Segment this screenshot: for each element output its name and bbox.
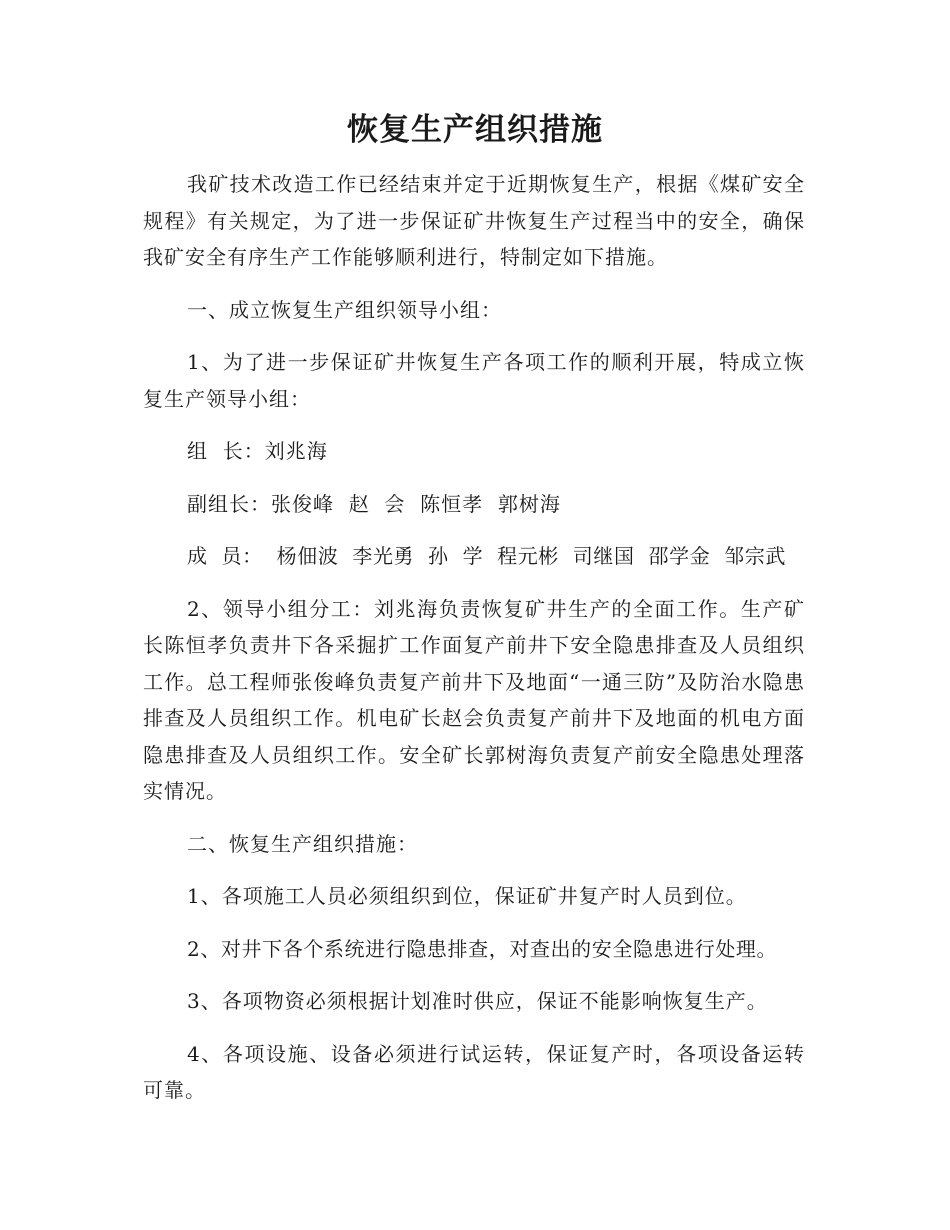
division-of-duties-paragraph: 2、领导小组分工：刘兆海负责恢复矿井生产的全面工作。生产矿长陈恒孝负责井下各采掘扩工作面复产前井下安全隐患排查及人员组织工作。总工程师张俊峰负责复产前井下及地面“一通三防”及防治水隐患排查及人员组织工作。机电矿长赵会负责复产前井下及地面的机电方面隐患排查及人员组织工作。安全矿长郭树海负责复产前安全隐患处理落实情况。	[143, 596, 805, 803]
deputy-leader-line: 副组长：张俊峰 赵 会 陈恒孝 郭树海	[187, 491, 561, 516]
measure-item-3: 3、各项物资必须根据计划准时供应，保证不能影响恢复生产。	[187, 989, 768, 1013]
section-heading-1: 一、成立恢复生产组织领导小组：	[187, 297, 502, 322]
measure-item-1: 1、各项施工人员必须组织到位，保证矿井复产时人员到位。	[187, 884, 747, 908]
intro-paragraph: 我矿技术改造工作已经结束并定于近期恢复生产，根据《煤矿安全规程》有关规定，为了进一步保证矿井恢复生产过程当中的安全，确保我矿安全有序生产工作能够顺利进行，特制定如下措施。	[143, 172, 805, 269]
leadership-group-paragraph: 1、为了进一步保证矿井恢复生产各项工作的顺利开展，特成立恢复生产领导小组：	[143, 350, 805, 411]
document-body	[143, 166, 805, 1125]
members-line: 成 员： 杨佃波 李光勇 孙 学 程元彬 司继国 邵学金 邹宗武	[187, 544, 787, 568]
section-heading-2: 二、恢复生产组织措施：	[187, 831, 418, 856]
document-title: 恢复生产组织措施	[347, 112, 603, 148]
measure-item-4: 4、各项设施、设备必须进行试运转，保证复产时，各项设备运转可靠。	[143, 1041, 805, 1102]
measure-item-2: 2、对井下各个系统进行隐患排查，对查出的安全隐患进行处理。	[187, 936, 778, 961]
group-leader-line: 组 长：刘兆海	[187, 439, 328, 463]
